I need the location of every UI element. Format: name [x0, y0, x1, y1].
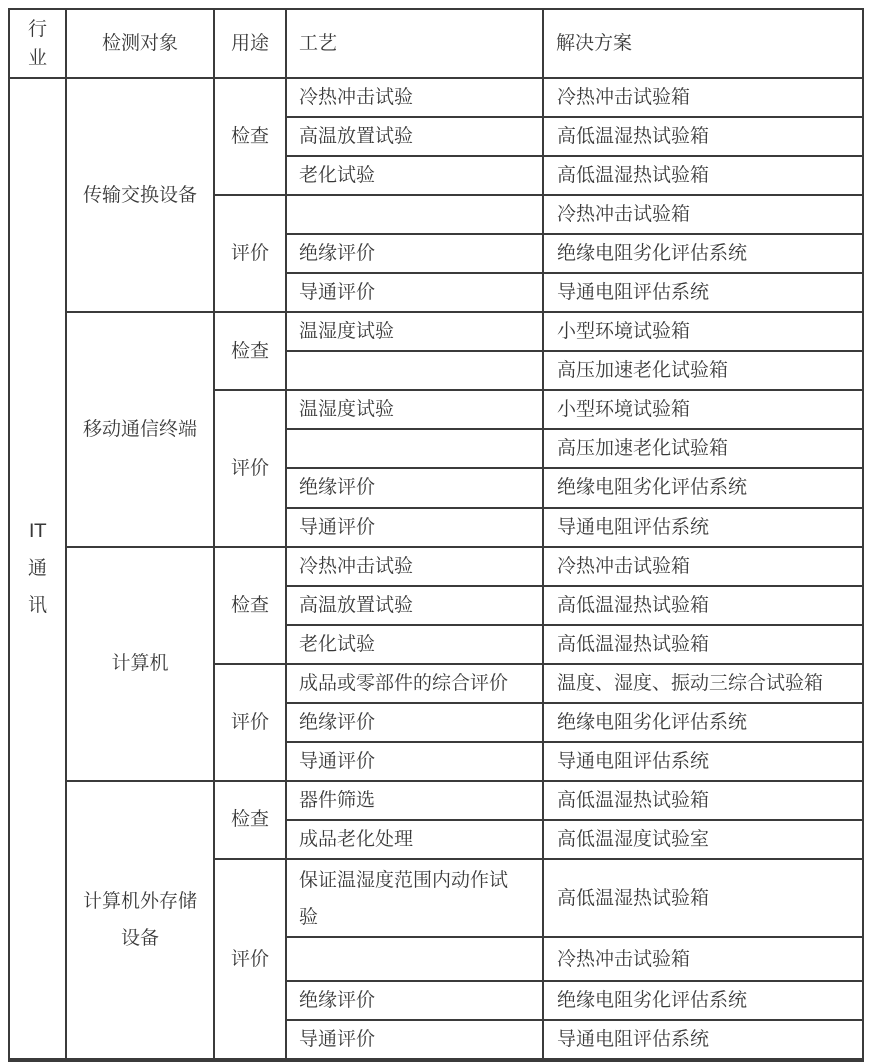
table-row — [9, 547, 863, 586]
header-row — [9, 9, 863, 78]
solution-cell: 绝缘电阻劣化评估系统 — [543, 703, 863, 742]
testing-solutions-table — [8, 8, 864, 1062]
process-cell: 冷热冲击试验 — [286, 78, 543, 117]
solution-cell: 高压加速老化试验箱 — [543, 351, 863, 390]
process-cell: 导通评价 — [286, 742, 543, 781]
purpose-cell: 评价 — [214, 390, 286, 546]
solution-cell: 高低温湿度试验室 — [543, 820, 863, 859]
solution-cell: 导通电阻评估系统 — [543, 508, 863, 547]
solution-cell: 绝缘电阻劣化评估系统 — [543, 234, 863, 273]
purpose-cell: 检查 — [214, 78, 286, 195]
solution-cell: 小型环境试验箱 — [543, 390, 863, 429]
industry-cell — [9, 78, 66, 1060]
solution-cell: 高低温湿热试验箱 — [543, 117, 863, 156]
process-cell: 器件筛选 — [286, 781, 543, 820]
purpose-cell: 检查 — [214, 781, 286, 859]
purpose-cell: 评价 — [214, 859, 286, 1060]
object-cell: 传输交换设备 — [66, 78, 214, 312]
purpose-cell: 检查 — [214, 547, 286, 664]
header-industry-line2: 业 — [27, 46, 47, 69]
solution-cell: 冷热冲击试验箱 — [543, 195, 863, 234]
process-cell: 绝缘评价 — [286, 468, 543, 507]
process-cell: 导通评价 — [286, 273, 543, 312]
process-cell: 绝缘评价 — [286, 234, 543, 273]
process-cell — [286, 195, 543, 234]
process-cell: 高温放置试验 — [286, 586, 543, 625]
process-cell: 高温放置试验 — [286, 117, 543, 156]
process-cell — [286, 937, 543, 981]
solution-cell: 小型环境试验箱 — [543, 312, 863, 351]
object-cell: 移动通信终端 — [66, 312, 214, 546]
table-row — [9, 312, 863, 351]
solution-cell: 绝缘电阻劣化评估系统 — [543, 468, 863, 507]
table-row — [9, 78, 863, 117]
process-cell — [286, 351, 543, 390]
purpose-cell: 评价 — [214, 195, 286, 312]
industry-line2: 通 — [27, 557, 47, 580]
solution-cell: 高低温湿热试验箱 — [543, 156, 863, 195]
table-row — [9, 781, 863, 820]
object-cell: 计算机外存储设备 — [66, 781, 214, 1060]
header-purpose: 用途 — [214, 9, 286, 78]
solution-cell: 温度、湿度、振动三综合试验箱 — [543, 664, 863, 703]
process-cell: 绝缘评价 — [286, 703, 543, 742]
process-cell: 保证温湿度范围内动作试验 — [286, 859, 543, 937]
solution-cell: 冷热冲击试验箱 — [543, 78, 863, 117]
process-cell: 温湿度试验 — [286, 390, 543, 429]
process-cell: 冷热冲击试验 — [286, 547, 543, 586]
process-cell: 导通评价 — [286, 1020, 543, 1060]
header-industry — [9, 9, 66, 78]
process-cell: 成品老化处理 — [286, 820, 543, 859]
header-industry-line1: 行 — [27, 18, 47, 40]
header-object: 检测对象 — [66, 9, 214, 78]
header-solution: 解决方案 — [543, 9, 863, 78]
process-cell: 温湿度试验 — [286, 312, 543, 351]
industry-line3: 讯 — [27, 594, 47, 617]
solution-cell: 绝缘电阻劣化评估系统 — [543, 981, 863, 1020]
process-cell: 导通评价 — [286, 508, 543, 547]
process-cell: 老化试验 — [286, 625, 543, 664]
solution-cell: 冷热冲击试验箱 — [543, 547, 863, 586]
solution-cell: 高压加速老化试验箱 — [543, 429, 863, 468]
process-cell: 绝缘评价 — [286, 981, 543, 1020]
process-cell — [286, 429, 543, 468]
purpose-cell: 评价 — [214, 664, 286, 781]
header-process: 工艺 — [286, 9, 543, 78]
process-cell: 老化试验 — [286, 156, 543, 195]
solution-cell: 高低温湿热试验箱 — [543, 625, 863, 664]
solution-cell: 高低温湿热试验箱 — [543, 859, 863, 937]
process-cell: 成品或零部件的综合评价 — [286, 664, 543, 703]
purpose-cell: 检查 — [214, 312, 286, 390]
object-cell: 计算机 — [66, 547, 214, 781]
industry-line1: IT — [28, 519, 47, 542]
solution-cell: 导通电阻评估系统 — [543, 742, 863, 781]
solution-cell: 导通电阻评估系统 — [543, 1020, 863, 1060]
solution-cell: 高低温湿热试验箱 — [543, 781, 863, 820]
solution-cell: 冷热冲击试验箱 — [543, 937, 863, 981]
solution-cell: 导通电阻评估系统 — [543, 273, 863, 312]
solution-cell: 高低温湿热试验箱 — [543, 586, 863, 625]
